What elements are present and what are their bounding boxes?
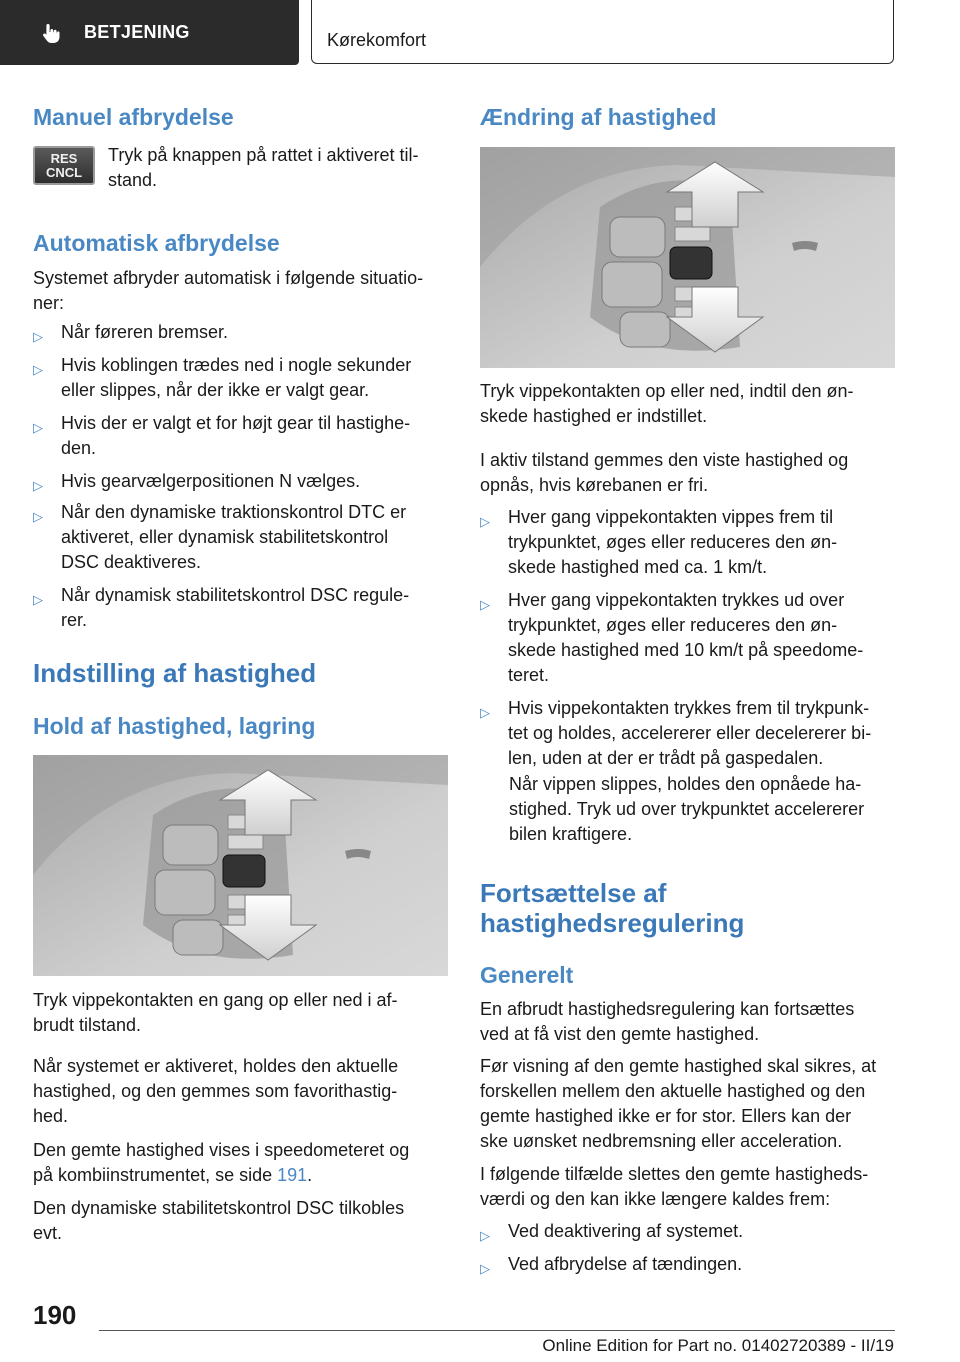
text-line: Hver gang vippekontakten trykkes ud over <box>508 590 845 610</box>
text-line: hastighed, og den gemmes som favorithastig- <box>33 1081 398 1101</box>
bullet-triangle-icon: ▷ <box>33 329 43 344</box>
bullet-triangle-icon: ▷ <box>480 1261 490 1276</box>
page-reference-link[interactable]: 191 <box>277 1165 308 1185</box>
text-line: Den dynamiske stabilitetskontrol DSC tilkobles <box>33 1198 405 1218</box>
text-line: gemte hastighed ikke er for stor. Ellers kan der <box>480 1106 852 1126</box>
text-line: brudt tilstand. <box>33 1015 142 1035</box>
text-line: skede hastighed med 10 km/t på speedome- <box>508 640 864 660</box>
bullet-note <box>509 772 899 847</box>
text-line: Tryk vippekontakten op eller ned, indtil den øn- <box>480 381 854 401</box>
footer-divider <box>99 1330 895 1331</box>
continue-title-line: hastighedsregulering <box>480 908 745 938</box>
paragraph <box>33 988 453 1038</box>
bullet-triangle-icon: ▷ <box>33 478 43 493</box>
text-line: Den gemte hastighed vises i speedometeret og <box>33 1140 410 1160</box>
change-title: Ændring af hastighed <box>480 104 717 130</box>
auto-title: Automatisk afbrydelse <box>33 230 280 256</box>
text-line: Tryk vippekontakten en gang op eller ned i af- <box>33 990 398 1010</box>
section-label: BETJENING <box>84 22 190 42</box>
ref-suffix: . <box>307 1165 313 1185</box>
text-line: Hver gang vippekontakten vippes frem til <box>508 507 834 527</box>
bullet-text <box>61 583 451 633</box>
edition-text: Online Edition for Part no. 01402720389 - II/19 <box>542 1336 894 1355</box>
text-line: Når systemet er aktiveret, holdes den aktuelle <box>33 1056 399 1076</box>
paragraph <box>480 1162 900 1212</box>
text-line: I aktiv tilstand gemmes den viste hastighed og <box>480 450 849 470</box>
text-line: forskellen mellem den aktuelle hastighed og den <box>480 1081 866 1101</box>
bullet-text <box>61 353 451 403</box>
bullet-triangle-icon: ▷ <box>480 705 490 720</box>
bullet-text <box>61 500 451 575</box>
paragraph <box>480 379 900 429</box>
text-line: opnås, hvis kørebanen er fri. <box>480 475 709 495</box>
text-line: Når vippen slippes, holdes den opnåede ha- <box>509 774 862 794</box>
text-line: bilen kraftigere. <box>509 824 633 844</box>
bullet-triangle-icon: ▷ <box>33 592 43 607</box>
ref-prefix: på kombiinstrumentet, se side <box>33 1165 278 1185</box>
bullet-text <box>508 588 898 688</box>
text-line: Ved afbrydelse af tændingen. <box>508 1254 743 1274</box>
hand-touch-icon <box>40 22 62 44</box>
manual-text <box>108 143 448 193</box>
bullet-triangle-icon: ▷ <box>33 362 43 377</box>
text-line: Hvis vippekontakten trykkes frem til trykpunk- <box>508 698 870 718</box>
text-line: Hvis koblingen trædes ned i nogle sekunder <box>61 355 412 375</box>
hold-title: Hold af hastighed, lagring <box>33 713 316 739</box>
text-line: Ved deaktivering af systemet. <box>508 1221 744 1241</box>
text-line: ske uønsket nedbremsning eller acceleration. <box>480 1131 843 1151</box>
bullet-triangle-icon: ▷ <box>480 597 490 612</box>
chapter-label: Kørekomfort <box>327 30 427 50</box>
steering-wheel-photo-change <box>480 147 895 368</box>
text-line: rer. <box>61 610 88 630</box>
bullet-triangle-icon: ▷ <box>33 509 43 524</box>
bullet-text <box>508 505 898 580</box>
section-tab <box>0 0 299 65</box>
text-line: eller slippes, når der ikke er valgt gear. <box>61 380 370 400</box>
text-line: DSC deaktiveres. <box>61 552 202 572</box>
paragraph <box>480 997 900 1047</box>
bullet-text <box>508 1219 898 1244</box>
text-line: skede hastighed med ca. 1 km/t. <box>508 557 768 577</box>
bullet-text <box>508 696 898 771</box>
continue-title <box>480 878 744 938</box>
bullet-text <box>61 411 451 461</box>
text-line: En afbrudt hastighedsregulering kan fortsættes <box>480 999 855 1019</box>
text-line: Hvis der er valgt et for højt gear til hastighe- <box>61 413 411 433</box>
text-line: teret. <box>508 665 550 685</box>
bullet-text <box>61 469 451 494</box>
manual-text-line: stand. <box>108 170 158 190</box>
res-cncl-button-icon <box>33 146 95 185</box>
continue-title-line: Fortsættelse af <box>480 878 667 908</box>
paragraph <box>33 1196 453 1246</box>
text-line: tet og holdes, accelererer eller decelererer bi- <box>508 723 872 743</box>
page-number: 190 <box>33 1300 77 1330</box>
bullet-triangle-icon: ▷ <box>480 1228 490 1243</box>
bullet-triangle-icon: ▷ <box>33 420 43 435</box>
text-line: Hvis gearvælgerpositionen N vælges. <box>61 471 361 491</box>
steering-wheel-photo-hold <box>33 755 448 976</box>
auto-intro <box>33 266 453 316</box>
text-line: Når føreren bremser. <box>61 322 229 342</box>
text-line: evt. <box>33 1223 63 1243</box>
bullet-text <box>508 1252 898 1277</box>
text-line: len, uden at der er trådt på gaspedalen. <box>508 748 824 768</box>
bullet-triangle-icon: ▷ <box>480 514 490 529</box>
steering-wheel-rocker-icon <box>33 755 448 976</box>
text-line: ved at få vist den gemte hastighed. <box>480 1024 760 1044</box>
text-line: den. <box>61 438 97 458</box>
text-line: stighed. Tryk ud over trykpunktet accelererer <box>509 799 865 819</box>
paragraph <box>480 448 900 498</box>
text-line: skede hastighed er indstillet. <box>480 406 708 426</box>
badge-line2: CNCL <box>45 165 83 180</box>
text-line: I følgende tilfælde slettes den gemte hastigheds- <box>480 1164 869 1184</box>
chapter-tab <box>311 0 894 64</box>
auto-intro-line: Systemet afbryder automatisk i følgende situatio- <box>33 268 424 288</box>
badge-line1: RES <box>50 151 78 166</box>
steering-wheel-rocker-icon <box>480 147 895 368</box>
auto-intro-line: ner: <box>33 293 65 313</box>
text-line: aktiveret, eller dynamisk stabilitetskontrol <box>61 527 389 547</box>
manual-title: Manuel afbrydelse <box>33 104 234 130</box>
paragraph <box>33 1138 453 1188</box>
general-title: Generelt <box>480 962 574 988</box>
text-line: Når den dynamiske traktionskontrol DTC er <box>61 502 407 522</box>
paragraph <box>33 1054 453 1129</box>
manual-text-line: Tryk på knappen på rattet i aktiveret til- <box>108 145 419 165</box>
text-line: Når dynamisk stabilitetskontrol DSC regule- <box>61 585 410 605</box>
setting-title: Indstilling af hastighed <box>33 658 317 688</box>
text-line: værdi og den kan ikke længere kaldes frem: <box>480 1189 831 1209</box>
paragraph <box>480 1054 900 1154</box>
text-line: trykpunktet, øges eller reduceres den øn- <box>508 615 838 635</box>
text-line: Før visning af den gemte hastighed skal sikres, at <box>480 1056 877 1076</box>
text-line: trykpunktet, øges eller reduceres den øn- <box>508 532 838 552</box>
text-line: hed. <box>33 1106 69 1126</box>
bullet-text <box>61 320 451 345</box>
